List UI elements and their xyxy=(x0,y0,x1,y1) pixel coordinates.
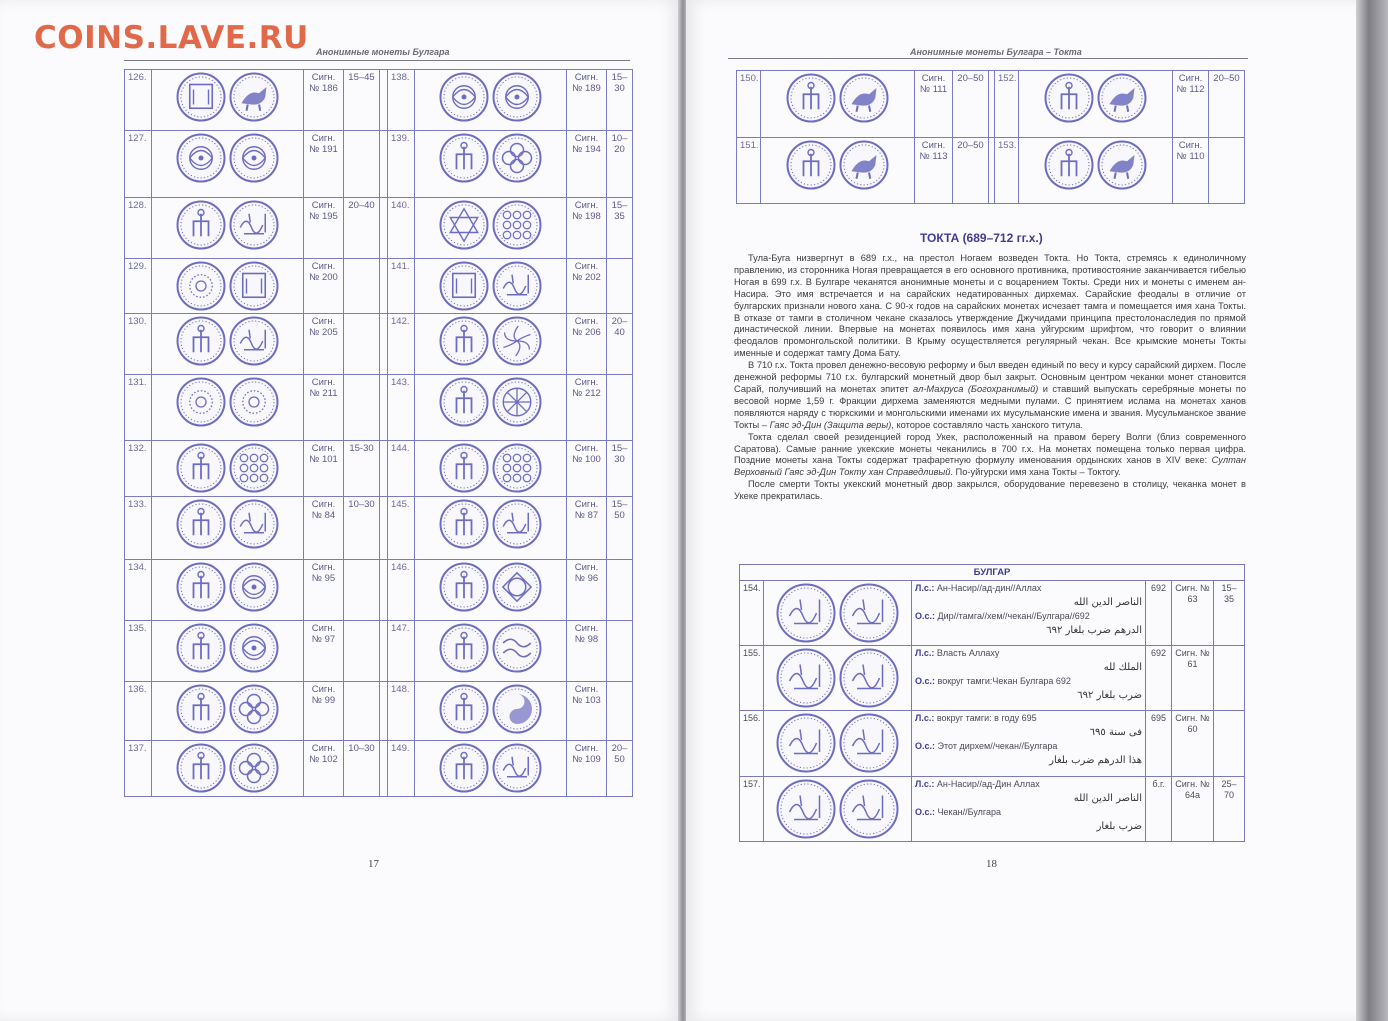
coin-number: 129. xyxy=(125,259,152,314)
coin-obverse-icon xyxy=(439,316,489,366)
coin-obverse-icon xyxy=(776,713,836,773)
coin-reverse-icon xyxy=(492,377,542,427)
coin-reverse-icon xyxy=(492,261,542,311)
paragraph-3-text-a: Токта сделал своей резиденцией город Укек, расположенный на правом берегу Волги (близ современного Саратова). Самые ранние укекские монеты чеканились в 700 г.х. На монетах помещена только первая цифра. Поздние монеты хана Токты содержат трафаретную формулу именования ордынских ханов в XIV веке: xyxy=(734,431,1246,466)
price-range: 15–35 xyxy=(607,198,633,259)
obverse-arabic: الملك لله xyxy=(1103,662,1142,673)
price-range xyxy=(344,560,380,621)
coin-row xyxy=(125,497,633,560)
coin-reverse-icon xyxy=(492,72,542,122)
price-range: 15-30 xyxy=(344,441,380,497)
coin-reverse-icon xyxy=(839,648,899,708)
coin-obverse-icon xyxy=(176,261,226,311)
coin-obverse-icon xyxy=(176,684,226,734)
signature-ref: Сигн. № 84 xyxy=(304,497,344,560)
paragraph-2 xyxy=(734,360,1246,431)
coin-reverse-icon xyxy=(229,499,279,549)
column-gap xyxy=(380,70,388,131)
coin-reverse-icon xyxy=(229,743,279,793)
coin-reverse-icon xyxy=(1097,140,1147,190)
coin-reverse-icon xyxy=(839,779,899,839)
bulgar-row xyxy=(740,581,1245,646)
coin-images xyxy=(761,138,915,204)
obverse-label: Л.с.: xyxy=(915,583,935,593)
coin-images xyxy=(152,259,304,314)
left-coin-table xyxy=(124,69,633,797)
paragraph-1 xyxy=(734,253,1246,360)
coin-images xyxy=(1019,138,1173,204)
coin-images xyxy=(1019,71,1173,138)
coin-number: 149. xyxy=(388,741,415,797)
coin-images xyxy=(415,259,567,314)
coin-reverse-icon xyxy=(492,200,542,250)
signature-ref: Сигн. № 60 xyxy=(1172,711,1214,777)
coin-images xyxy=(152,497,304,560)
page-edge-right xyxy=(1356,0,1388,1021)
coin-obverse-icon xyxy=(439,200,489,250)
coin-number: 138. xyxy=(388,70,415,131)
column-gap xyxy=(380,621,388,682)
signature-ref: Сигн. № 195 xyxy=(304,198,344,259)
signature-ref: Сигн. № 191 xyxy=(304,131,344,198)
price-range: 15–35 xyxy=(1214,581,1245,646)
coin-row xyxy=(125,682,633,741)
price-range: 20–50 xyxy=(953,71,989,138)
left-page-number: 17 xyxy=(368,858,379,870)
price-range: 15–30 xyxy=(607,441,633,497)
signature-ref: Сигн. № 96 xyxy=(567,560,607,621)
coin-year: 692 xyxy=(1146,581,1172,646)
coin-number: 136. xyxy=(125,682,152,741)
coin-number: 137. xyxy=(125,741,152,797)
coin-reverse-icon xyxy=(229,562,279,612)
coin-number: 132. xyxy=(125,441,152,497)
coin-legend xyxy=(912,711,1146,777)
column-gap xyxy=(380,560,388,621)
coin-number: 130. xyxy=(125,314,152,375)
coin-images xyxy=(152,70,304,131)
coin-images xyxy=(152,621,304,682)
coin-images xyxy=(761,71,915,138)
coin-number: 153. xyxy=(995,138,1019,204)
coin-obverse-icon xyxy=(1044,140,1094,190)
coin-images xyxy=(764,777,912,842)
coin-reverse-icon xyxy=(492,499,542,549)
coin-reverse-icon xyxy=(839,140,889,190)
price-range xyxy=(1214,646,1245,711)
reverse-text: вокруг тамги:Чекан Булгара 692 xyxy=(937,676,1071,686)
article-text xyxy=(734,253,1246,503)
coin-number: 150. xyxy=(737,71,761,138)
signature-ref: Сигн. № 189 xyxy=(567,70,607,131)
coin-row xyxy=(125,375,633,441)
signature-ref: Сигн. № 206 xyxy=(567,314,607,375)
coin-obverse-icon xyxy=(439,377,489,427)
coin-obverse-icon xyxy=(439,562,489,612)
coin-obverse-icon xyxy=(176,623,226,673)
coin-obverse-icon xyxy=(176,377,226,427)
coin-reverse-icon xyxy=(839,583,899,643)
coin-number: 148. xyxy=(388,682,415,741)
coin-year: 692 xyxy=(1146,646,1172,711)
coin-number: 147. xyxy=(388,621,415,682)
price-range xyxy=(607,375,633,441)
coin-row xyxy=(737,138,1245,204)
price-range xyxy=(607,621,633,682)
paragraph-2-text-a: В 710 г.х. Токта провел денежно-весовую реформу и был введен единый по весу и курсу сарайский дирхем. После денежной реформы 710 г.х. булгарский монетный двор был закрыт. Основным центром чеканки монет становится Сарай, получивший на монетах эпитет xyxy=(734,360,1246,394)
signature-ref: Сигн. № 186 xyxy=(304,70,344,131)
obverse-label: Л.с.: xyxy=(915,779,935,789)
coin-images xyxy=(152,375,304,441)
signature-ref: Сигн. № 111 xyxy=(915,71,953,138)
column-gap xyxy=(380,131,388,198)
price-range xyxy=(1214,711,1245,777)
price-range: 10–30 xyxy=(344,497,380,560)
signature-ref: Сигн. № 100 xyxy=(567,441,607,497)
coin-row xyxy=(125,70,633,131)
obverse-label: Л.с.: xyxy=(915,713,935,723)
obverse-text: Власть Аллаху xyxy=(936,648,1000,658)
coin-obverse-icon xyxy=(776,583,836,643)
signature-ref: Сигн. № 87 xyxy=(567,497,607,560)
reverse-arabic: ضرب بلغار xyxy=(1096,821,1142,832)
coin-images xyxy=(415,497,567,560)
coin-reverse-icon xyxy=(839,713,899,773)
coin-images xyxy=(415,131,567,198)
reverse-text: Этот дирхем//чекан//Булгара xyxy=(937,741,1058,751)
signature-ref: Сигн. № 97 xyxy=(304,621,344,682)
coin-images xyxy=(152,560,304,621)
signature-ref: Сигн. № 205 xyxy=(304,314,344,375)
obverse-text: Ан-Насир//ад-дин//Аллах xyxy=(936,583,1042,593)
paragraph-2-title: Гаяс эд-Дин (Защита веры) xyxy=(769,419,892,430)
right-page-number: 18 xyxy=(986,858,997,870)
coin-images xyxy=(415,621,567,682)
price-range: 20–40 xyxy=(344,198,380,259)
signature-ref: Сигн. № 95 xyxy=(304,560,344,621)
reverse-label: О.с.: xyxy=(915,611,936,621)
price-range: 15–50 xyxy=(607,497,633,560)
coin-row xyxy=(125,198,633,259)
coin-number: 145. xyxy=(388,497,415,560)
signature-ref: Сигн. № 101 xyxy=(304,441,344,497)
coin-number: 155. xyxy=(740,646,764,711)
signature-ref: Сигн. № 98 xyxy=(567,621,607,682)
coin-obverse-icon xyxy=(439,623,489,673)
coin-reverse-icon xyxy=(492,623,542,673)
coin-reverse-icon xyxy=(229,72,279,122)
paragraph-2-text-c: , которое составляло часть ханского титула. xyxy=(891,419,1083,430)
signature-ref: Сигн. № 194 xyxy=(567,131,607,198)
price-range: 20–40 xyxy=(607,314,633,375)
price-range xyxy=(344,375,380,441)
coin-reverse-icon xyxy=(492,562,542,612)
obverse-arabic: فى سنة ٦٩٥ xyxy=(1089,727,1142,738)
column-gap xyxy=(380,682,388,741)
reverse-label: О.с.: xyxy=(915,807,936,817)
reverse-text: Чекан//Булгара xyxy=(937,807,1002,817)
coin-obverse-icon xyxy=(176,72,226,122)
right-running-head: Анонимные монеты Булгара – Токта xyxy=(910,47,1082,57)
price-range xyxy=(344,259,380,314)
coin-images xyxy=(764,646,912,711)
bulgar-table xyxy=(739,564,1245,842)
coin-obverse-icon xyxy=(439,72,489,122)
coin-number: 157. xyxy=(740,777,764,842)
coin-reverse-icon xyxy=(492,316,542,366)
left-head-rule xyxy=(124,60,630,61)
signature-ref: Сигн. № 61 xyxy=(1172,646,1214,711)
coin-reverse-icon xyxy=(839,73,889,123)
coin-row xyxy=(125,441,633,497)
coin-number: 156. xyxy=(740,711,764,777)
coin-obverse-icon xyxy=(786,73,836,123)
top-coin-table xyxy=(736,70,1245,204)
coin-reverse-icon xyxy=(492,443,542,493)
coin-number: 146. xyxy=(388,560,415,621)
coin-obverse-icon xyxy=(439,133,489,183)
coin-images xyxy=(152,314,304,375)
price-range xyxy=(344,314,380,375)
coin-reverse-icon xyxy=(229,443,279,493)
paragraph-1-text: Тула-Буга низвергнут в 689 г.х., на престол Ногаем возведен Токта. Но Токта, стремясь к единоличному правлению, из сторонника Ногая превращается в его основного противника, противостояние заканчивается гибелью Ногая в 699 г.х. В Булгаре чеканятся анонимные монеты и с воцарением Токты. Среди них и монеты с именем ан-Насира. Это имя встречается и на сарайских недатированных дирхемах. Сарайские феодалы в отличие от булгарских признали нового хана. С 90-х годов на сарайских монетах исчезает тамга и помещается имя хана Токты. В отказе от тамги в столичном чекане сказалось утверждение Джучидами принципа престолонаследия по прямой династической линии. Впервые на монетах появилось имя хана уйгурским шрифтом, что говорит о влиянии феодалов промонгольской политики. В Крыму осуществляется регулярный чекан. Все крымские монеты Токты именные и содержат тамгу Дома Бату. xyxy=(734,253,1246,359)
coin-obverse-icon xyxy=(176,499,226,549)
signature-ref: Сигн. № 212 xyxy=(567,375,607,441)
coin-reverse-icon xyxy=(229,316,279,366)
coin-obverse-icon xyxy=(439,743,489,793)
coin-reverse-icon xyxy=(229,684,279,734)
coin-row xyxy=(125,131,633,198)
coin-images xyxy=(764,711,912,777)
coin-number: 143. xyxy=(388,375,415,441)
coin-images xyxy=(152,441,304,497)
coin-images xyxy=(415,441,567,497)
coin-row xyxy=(737,71,1245,138)
coin-images xyxy=(415,70,567,131)
bulgar-row xyxy=(740,646,1245,711)
coin-number: 152. xyxy=(995,71,1019,138)
price-range: 15–45 xyxy=(344,70,380,131)
reverse-arabic: ضرب بلغار ٦٩٢ xyxy=(1077,690,1142,701)
price-range xyxy=(607,560,633,621)
price-range: 20–50 xyxy=(1209,71,1245,138)
column-gap xyxy=(380,259,388,314)
paragraph-2-epithet: ал-Махруса (Богохранимый) xyxy=(913,383,1039,394)
column-gap xyxy=(380,375,388,441)
price-range xyxy=(1209,138,1245,204)
signature-ref: Сигн. № 113 xyxy=(915,138,953,204)
coin-reverse-icon xyxy=(229,200,279,250)
left-running-head: Анонимные монеты Булгара xyxy=(316,47,450,57)
coin-reverse-icon xyxy=(229,133,279,183)
price-range: 10–20 xyxy=(607,131,633,198)
signature-ref: Сигн. № 63 xyxy=(1172,581,1214,646)
coin-number: 133. xyxy=(125,497,152,560)
price-range: 20–50 xyxy=(953,138,989,204)
signature-ref: Сигн. № 103 xyxy=(567,682,607,741)
column-gap xyxy=(380,741,388,797)
price-range xyxy=(344,682,380,741)
coin-images xyxy=(152,198,304,259)
coin-obverse-icon xyxy=(439,443,489,493)
price-range xyxy=(607,259,633,314)
coin-reverse-icon xyxy=(1097,73,1147,123)
paragraph-2-text-b: и ставший выпускать серебряные монеты по весовой норме 1,59 г. Фракции дирхема заменяются медными пулами. С принятием ислама на монетах ханов появляются наряду с тюркскими и монгольскими именами их мусульманские имена и звания. Мусульманское звание Токты – xyxy=(734,383,1246,430)
coin-number: 128. xyxy=(125,198,152,259)
reverse-text: Дир//тамга//хем//чекан//Булгара//692 xyxy=(937,611,1090,621)
right-head-rule xyxy=(728,58,1248,59)
signature-ref: Сигн. № 211 xyxy=(304,375,344,441)
coin-row xyxy=(125,314,633,375)
coin-reverse-icon xyxy=(229,377,279,427)
coin-number: 135. xyxy=(125,621,152,682)
coin-reverse-icon xyxy=(492,684,542,734)
paragraph-3 xyxy=(734,432,1246,480)
obverse-arabic: الناصر الدين الله xyxy=(1073,597,1142,608)
column-gap xyxy=(380,441,388,497)
coin-obverse-icon xyxy=(439,684,489,734)
coin-obverse-icon xyxy=(776,779,836,839)
price-range: 20–50 xyxy=(607,741,633,797)
watermark: COINS.LAVE.RU xyxy=(34,20,309,56)
coin-year: б.г. xyxy=(1146,777,1172,842)
bulgar-header: БУЛГАР xyxy=(740,565,1245,581)
coin-images xyxy=(152,682,304,741)
coin-number: 126. xyxy=(125,70,152,131)
signature-ref: Сигн. № 102 xyxy=(304,741,344,797)
coin-number: 131. xyxy=(125,375,152,441)
coin-images xyxy=(415,741,567,797)
coin-legend xyxy=(912,777,1146,842)
coin-obverse-icon xyxy=(176,316,226,366)
coin-images xyxy=(415,375,567,441)
coin-obverse-icon xyxy=(786,140,836,190)
signature-ref: Сигн. № 64а xyxy=(1172,777,1214,842)
coin-number: 141. xyxy=(388,259,415,314)
coin-obverse-icon xyxy=(439,499,489,549)
coin-number: 151. xyxy=(737,138,761,204)
column-gap xyxy=(380,198,388,259)
coin-reverse-icon xyxy=(229,261,279,311)
obverse-text: Ан-Насир//ад-Дин Аллах xyxy=(936,779,1040,789)
reverse-arabic: الدرهم ضرب بلغار ٦٩٢ xyxy=(1046,625,1142,636)
coin-obverse-icon xyxy=(176,562,226,612)
coin-reverse-icon xyxy=(492,743,542,793)
coin-images xyxy=(152,741,304,797)
coin-row xyxy=(125,621,633,682)
coin-obverse-icon xyxy=(1044,73,1094,123)
coin-legend xyxy=(912,581,1146,646)
signature-ref: Сигн. № 112 xyxy=(1173,71,1209,138)
coin-reverse-icon xyxy=(492,133,542,183)
coin-obverse-icon xyxy=(776,648,836,708)
coin-number: 139. xyxy=(388,131,415,198)
price-range: 10–30 xyxy=(344,741,380,797)
obverse-label: Л.с.: xyxy=(915,648,935,658)
coin-number: 140. xyxy=(388,198,415,259)
coin-images xyxy=(415,198,567,259)
coin-obverse-icon xyxy=(439,261,489,311)
coin-images xyxy=(415,314,567,375)
reverse-label: О.с.: xyxy=(915,676,936,686)
coin-obverse-icon xyxy=(176,200,226,250)
column-gap xyxy=(380,314,388,375)
bulgar-row xyxy=(740,777,1245,842)
price-range xyxy=(344,621,380,682)
coin-obverse-icon xyxy=(176,743,226,793)
coin-number: 127. xyxy=(125,131,152,198)
coin-images xyxy=(415,560,567,621)
coin-year: 695 xyxy=(1146,711,1172,777)
coin-legend xyxy=(912,646,1146,711)
price-range xyxy=(607,682,633,741)
signature-ref: Сигн. № 200 xyxy=(304,259,344,314)
coin-number: 134. xyxy=(125,560,152,621)
coin-row xyxy=(125,741,633,797)
coin-row xyxy=(125,560,633,621)
paragraph-3-formula: Султан Верховный Гаяс эд-Дин Токту хан Справедливый xyxy=(734,455,1246,478)
coin-images xyxy=(152,131,304,198)
price-range: 15–30 xyxy=(607,70,633,131)
signature-ref: Сигн. № 198 xyxy=(567,198,607,259)
price-range: 25–70 xyxy=(1214,777,1245,842)
signature-ref: Сигн. № 110 xyxy=(1173,138,1209,204)
coin-row xyxy=(125,259,633,314)
paragraph-3-text-b: . По-уйгурски имя хана Токты – Токтогу. xyxy=(950,467,1121,478)
reverse-arabic: هذا الدرهم ضرب بلغار xyxy=(1049,755,1142,766)
coin-obverse-icon xyxy=(176,133,226,183)
signature-ref: Сигн. № 109 xyxy=(567,741,607,797)
coin-number: 154. xyxy=(740,581,764,646)
coin-images xyxy=(764,581,912,646)
paragraph-4 xyxy=(734,479,1246,503)
signature-ref: Сигн. № 202 xyxy=(567,259,607,314)
bulgar-row xyxy=(740,711,1245,777)
coin-number: 144. xyxy=(388,441,415,497)
obverse-text: вокруг тамги: в году 695 xyxy=(936,713,1037,723)
column-gap xyxy=(380,497,388,560)
paragraph-4-text: После смерти Токты укекский монетный двор закрылся, оборудование перевезено в столицу, чеканка монет в Укеке прекратилась. xyxy=(734,479,1246,502)
coin-obverse-icon xyxy=(176,443,226,493)
price-range xyxy=(344,131,380,198)
coin-images xyxy=(415,682,567,741)
section-title: ТОКТА (689–712 гг.х.) xyxy=(920,231,1043,245)
reverse-label: О.с.: xyxy=(915,741,936,751)
obverse-arabic: الناصر الدين الله xyxy=(1073,793,1142,804)
signature-ref: Сигн. № 99 xyxy=(304,682,344,741)
coin-reverse-icon xyxy=(229,623,279,673)
coin-number: 142. xyxy=(388,314,415,375)
